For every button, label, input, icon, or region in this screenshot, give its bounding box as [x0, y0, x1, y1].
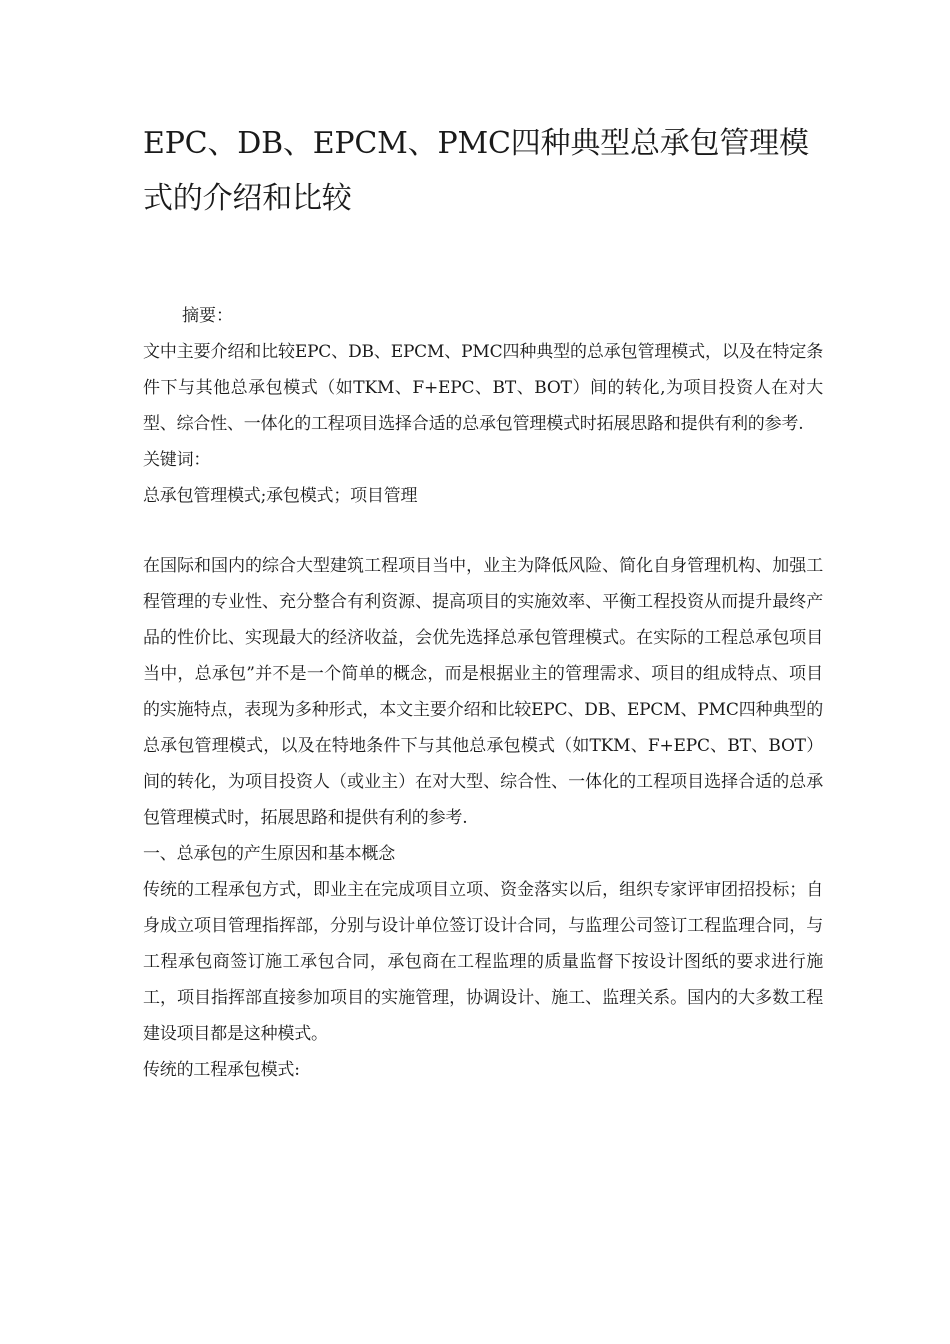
keywords-label: 关键词：: [143, 450, 211, 470]
abstract-label: 摘要：: [182, 306, 233, 326]
keywords-text: 总承包管理模式;承包模式；项目管理: [143, 486, 418, 506]
section-heading: 一、总承包的产生原因和基本概念: [143, 844, 395, 864]
section-subheading: 传统的工程承包模式:: [143, 1060, 300, 1080]
document-body: [143, 116, 823, 1088]
paragraph-spacer: [143, 514, 823, 548]
intro-paragraph: 在国际和国内的综合大型建筑工程项目当中，业主为降低风险、简化自身管理机构、加强工程管理的专业性、充分整合有利资源、提高项目的实施效率、平衡工程投资从而提升最终产品的性价比、实现最大的经济收益，会优先选择总承包管理模式。在实际的工程总承包项目当中，总承包”并不是一个简单的概念，而是根据业主的管理需求、项目的组成特点、项目的实施特点，表现为多种形式，本文主要介绍和比较EPC、DB、EPCM、PMC四种典型的总承包管理模式，以及在特地条件下与其他总承包模式（如TKM、F+EPC、BT、BOT）间的转化，为项目投资人（或业主）在对大型、综合性、一体化的工程项目选择合适的总承包管理模式时，拓展思路和提供有利的参考.: [143, 556, 823, 828]
document-title: EPC、DB、EPCM、PMC四种典型总承包管理模式的介绍和比较: [143, 126, 809, 216]
abstract-text: 文中主要介绍和比较EPC、DB、EPCM、PMC四种典型的总承包管理模式，以及在特定条件下与其他总承包模式（如TKM、F+EPC、BT、BOT）间的转化,为项目投资人在对大型、综合性、一体化的工程项目选择合适的总承包管理模式时拓展思路和提供有利的参考.: [143, 342, 823, 434]
section-paragraph: 传统的工程承包方式，即业主在完成项目立项、资金落实以后，组织专家评审团招投标；自身成立项目管理指挥部，分别与设计单位签订设计合同，与监理公司签订工程监理合同，与工程承包商签订施工承包合同，承包商在工程监理的质量监督下按设计图纸的要求进行施工，项目指挥部直接参加项目的实施管理，协调设计、施工、监理关系。国内的大多数工程建设项目都是这种模式。: [143, 880, 823, 1044]
